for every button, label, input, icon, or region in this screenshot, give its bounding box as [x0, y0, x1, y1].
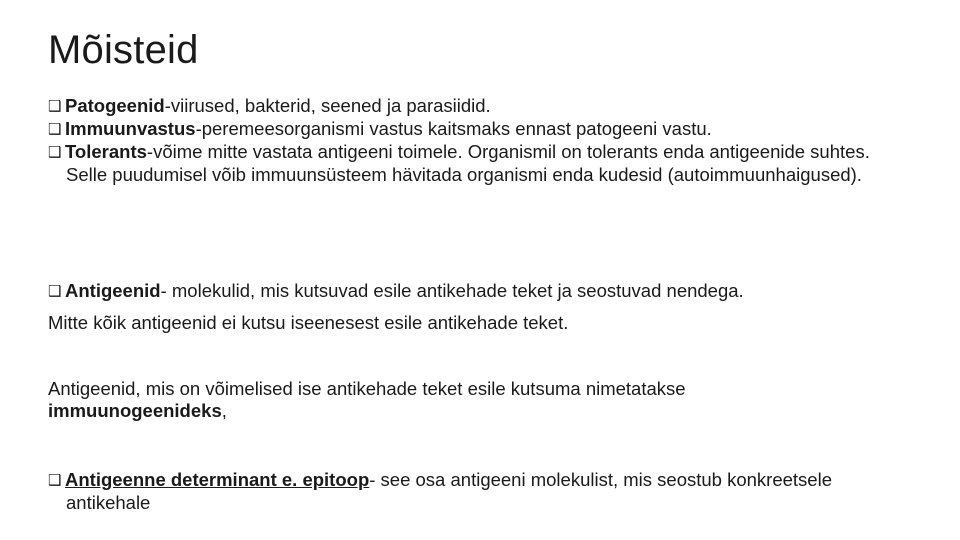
definition-immuunvastus [48, 118, 928, 141]
antigens-block [48, 280, 928, 334]
term-antigeenid: Antigeenid [65, 280, 161, 301]
term-epitoop: Antigeenne determinant e. epitoop [65, 469, 370, 490]
slide-title: Mõisteid [48, 28, 199, 72]
immunogens-block [48, 378, 928, 422]
definitions-block [48, 95, 928, 186]
term-tolerants: Tolerants [65, 141, 147, 162]
definition-text-immuunvastus: -peremeesorganismi vastus kaitsmaks ennast patogeeni vastu. [195, 118, 712, 139]
antigens-note: Mitte kõik antigeenid ei kutsu iseenesest esile antikehade teket. [48, 312, 569, 333]
square-bullet-icon: ❑ [48, 98, 62, 115]
square-bullet-icon: ❑ [48, 121, 62, 138]
epitope-block [48, 469, 848, 514]
definition-text-epitoop: - see osa antigeeni molekulist, mis seostub konkreetsele antikehale [66, 469, 832, 513]
square-bullet-icon: ❑ [48, 472, 62, 489]
immunogens-suffix: , [221, 400, 227, 421]
definition-text-patogeenid: -viirused, bakterid, seened ja parasiidid. [164, 95, 491, 116]
square-bullet-icon: ❑ [48, 144, 62, 161]
definition-tolerants [48, 141, 916, 186]
immunogens-text [48, 378, 928, 422]
immunogens-sentence: Antigeenid, mis on võimelised ise antikehade teket esile kutsuma nimetatakse [48, 378, 686, 399]
square-bullet-icon: ❑ [48, 283, 62, 300]
term-immuunogeenideks: immuunogeenideks [48, 400, 222, 421]
definition-text-antigeenid: - molekulid, mis kutsuvad esile antikehade teket ja seostuvad nendega. [160, 280, 744, 301]
definition-antigeenid [48, 280, 928, 303]
definition-patogeenid [48, 95, 928, 118]
definition-epitoop [48, 469, 848, 514]
term-immuunvastus: Immuunvastus [65, 118, 196, 139]
definition-text-tolerants: -võime mitte vastata antigeeni toimele. Organismil on tolerants enda antigeenide suhtes. Selle puudumisel võib immuunsüsteem hävitada organismi enda kudesid (autoimmuunhaigused). [66, 141, 870, 185]
term-patogeenid: Patogeenid [65, 95, 165, 116]
